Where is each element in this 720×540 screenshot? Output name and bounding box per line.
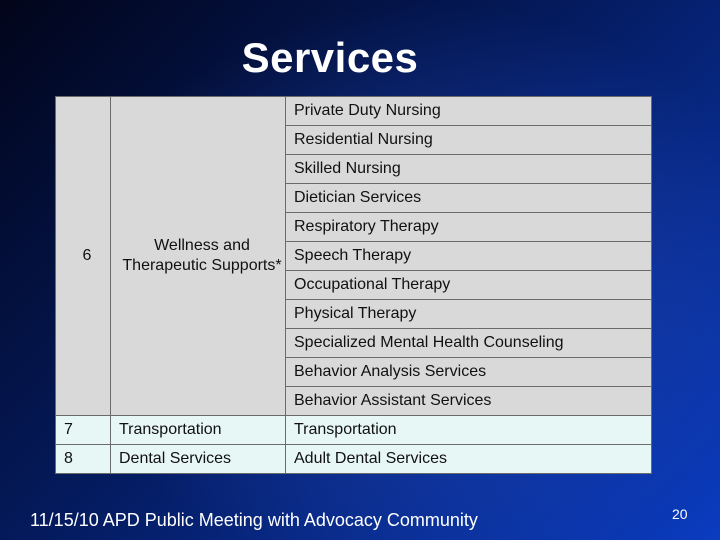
service-cell: Occupational Therapy [286, 271, 652, 300]
table-row [56, 445, 652, 474]
service-cell: Skilled Nursing [286, 155, 652, 184]
service-cell: Respiratory Therapy [286, 213, 652, 242]
slide-title: Services [241, 34, 419, 81]
service-number-cell: 8 [56, 445, 111, 474]
service-cell: Private Duty Nursing [286, 97, 652, 126]
footer-text: 11/15/10 APD Public Meeting with Advocacy Community [30, 510, 478, 530]
services-table [55, 96, 652, 474]
service-cell: Adult Dental Services [286, 445, 652, 474]
table-row [56, 416, 652, 445]
table-row [56, 97, 652, 126]
service-cell: Speech Therapy [286, 242, 652, 271]
service-category-cell: Transportation [111, 416, 286, 445]
service-cell: Specialized Mental Health Counseling [286, 329, 652, 358]
page-number: 20 [672, 506, 688, 522]
service-cell: Physical Therapy [286, 300, 652, 329]
service-cell: Dietician Services [286, 184, 652, 213]
service-cell: Behavior Analysis Services [286, 358, 652, 387]
service-category-cell: Wellness and Therapeutic Supports* [111, 97, 286, 416]
service-number-cell: 7 [56, 416, 111, 445]
service-cell: Transportation [286, 416, 652, 445]
service-cell: Residential Nursing [286, 126, 652, 155]
service-number-cell: 6 [56, 97, 111, 416]
service-cell: Behavior Assistant Services [286, 387, 652, 416]
service-category-cell: Dental Services [111, 445, 286, 474]
